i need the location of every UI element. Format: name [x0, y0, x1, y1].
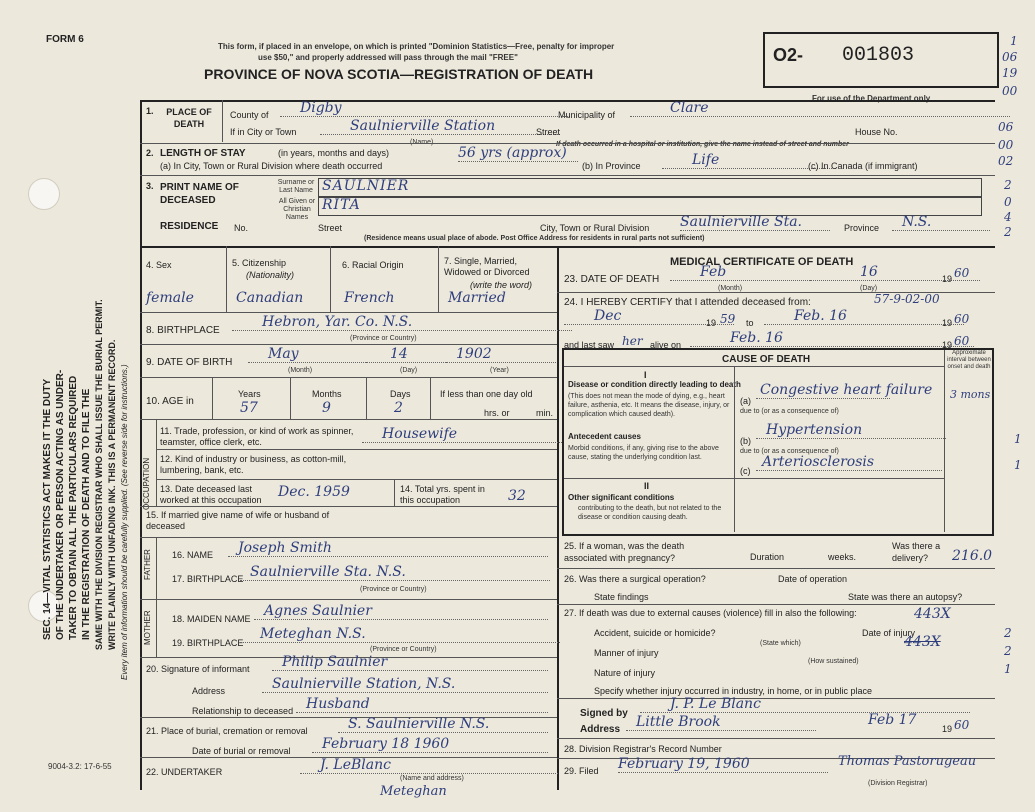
- death-year-value: 60: [954, 266, 970, 280]
- age-years-value: 57: [240, 400, 258, 416]
- marital-label: 7. Single, Married, Widowed or Divorced: [444, 256, 530, 277]
- row8-bottom-line: [140, 344, 557, 345]
- weeks-label: weeks.: [828, 552, 857, 562]
- q23-label: 23. DATE OF DEATH: [564, 274, 660, 285]
- residence-province-label: Province: [844, 223, 880, 233]
- q11-bottom-line: [156, 449, 557, 450]
- sidebar-line-4: IN THE REGISTRATION OF DEATH AND TO FILE THE: [81, 388, 92, 640]
- relationship-label: Relationship to deceased: [192, 706, 294, 716]
- name-label: PRINT NAME OF DECEASED: [160, 182, 239, 206]
- signed-date-value: Feb 17: [868, 712, 917, 728]
- antecedent-label: Antecedent causes: [568, 432, 641, 441]
- cause-mark-2: 1: [1014, 458, 1022, 472]
- undertaker-sub: (Name and address): [400, 775, 464, 782]
- attended-to-label: to: [746, 318, 754, 328]
- side-code-10: 2: [1004, 225, 1012, 239]
- q11-value: Housewife: [362, 426, 562, 443]
- row4-div3: [438, 246, 439, 312]
- age-months-label: Months: [312, 389, 342, 399]
- origin-value: French: [344, 290, 395, 306]
- last-saw-year-prefix: 19: [942, 340, 953, 350]
- form-number: FORM 6: [46, 34, 84, 45]
- municipality-value: Clare: [630, 100, 1010, 117]
- mother-side-divider: [156, 599, 157, 657]
- mail-notice-1: This form, if placed in an envelope, on which is printed "Dominion Statistics—Free, penalty for improper: [218, 42, 615, 51]
- dob-month-sub: (Month): [288, 367, 313, 374]
- certifier-address-label: Address: [580, 724, 621, 735]
- cause-a-interval: 3 mons: [950, 388, 991, 401]
- father-bottom-line: [140, 599, 557, 600]
- street-label: Street: [536, 127, 561, 137]
- q29-label: 29. Filed: [564, 766, 599, 776]
- occupation-side-label: OCCUPATION: [142, 457, 151, 510]
- citizenship-label: 5. Citizenship: [232, 258, 287, 268]
- cause-c-value: Arteriosclerosis: [756, 454, 942, 471]
- stay-a-label: (a) In City, Town or Rural Division where death occurred: [160, 161, 383, 171]
- stay-b-value: Life: [662, 152, 832, 169]
- informant-address-label: Address: [192, 686, 226, 696]
- residence-province-value: N.S.: [892, 214, 990, 231]
- registrar-signature: Thomas Pastorugeau: [838, 754, 977, 769]
- last-saw-label: and last saw: [564, 340, 615, 350]
- delivery-label: Was there a delivery?: [892, 541, 941, 563]
- father-side-label: FATHER: [143, 549, 152, 580]
- side-code-2: 19: [1002, 66, 1018, 80]
- q13-value: Dec. 1959: [278, 484, 350, 500]
- last-saw-pronoun: her: [622, 334, 643, 348]
- side-code-0: 1: [1010, 34, 1018, 48]
- q13-bottom-line: [140, 506, 557, 507]
- burial-date-value: February 18 1960: [312, 736, 548, 753]
- age-div2: [290, 377, 291, 419]
- surname-value: SAULNIER: [322, 178, 410, 194]
- q12-label: 12. Kind of industry or business, as cotton-mill, lumbering, bank, etc.: [160, 454, 347, 475]
- frame-left: [140, 100, 142, 790]
- last-saw-value: Feb. 16: [690, 330, 974, 347]
- interval-note: Approximate interval between onset and death: [947, 350, 991, 370]
- cause-b-marker: (b): [740, 436, 751, 446]
- row4-bottom-line: [140, 312, 557, 313]
- q16-value: Joseph Smith: [228, 540, 548, 557]
- undertaker-address: Meteghan: [380, 784, 447, 799]
- dob-year-value: 1902: [446, 346, 556, 363]
- antecedent-note: Morbid conditions, if any, giving rise to the above cause, stating the underlying condition last.: [568, 445, 719, 461]
- q27-label: 27. If death was due to external causes (violence) fill in also the following:: [564, 608, 857, 618]
- registrar-sub: (Division Registrar): [868, 780, 928, 787]
- side-code-6: 02: [998, 154, 1014, 168]
- medical-title: MEDICAL CERTIFICATE OF DEATH: [670, 256, 854, 268]
- q24-code: 57-9-02-00: [874, 292, 940, 306]
- q21-value: S. Saulnierville N.S.: [338, 716, 548, 733]
- q28-label: 28. Division Registrar's Record Number: [564, 744, 722, 754]
- other-note: contributing to the death, but not related to the disease or condition causing death.: [578, 505, 722, 521]
- burial-date-label: Date of burial or removal: [192, 746, 291, 756]
- form-footer-code: 9004-3.2: 17-6-55: [48, 762, 112, 771]
- marital-sub: (write the word): [470, 280, 533, 290]
- q25-label: 25. If a woman, was the death associated with pregnancy?: [564, 541, 685, 563]
- q15-label: 15. If married give name of wife or husband of deceased: [146, 510, 330, 531]
- filed-value: February 19, 1960: [618, 756, 828, 773]
- q20-label: 20. Signature of informant: [146, 664, 250, 674]
- q26-bottom-line: [557, 604, 995, 605]
- death-day-sub: (Day): [860, 285, 878, 292]
- house-label: House No.: [855, 127, 898, 137]
- dob-month-value: May: [248, 346, 378, 363]
- row10-bottom-line: [140, 419, 557, 420]
- citizenship-value: Canadian: [236, 290, 304, 306]
- death-month-value: Feb: [670, 264, 830, 281]
- age-years-label: Years: [238, 389, 261, 399]
- signed-year-prefix: 19: [942, 724, 953, 734]
- side-code-9: 4: [1004, 210, 1012, 224]
- city-value: Saulnierville Station: [320, 118, 560, 135]
- residence-no-label: No.: [234, 223, 249, 233]
- row4-div2: [330, 246, 331, 312]
- q27-code-b: 443X: [904, 634, 941, 650]
- given-box: [318, 197, 982, 216]
- alive-label: alive on: [650, 340, 682, 350]
- q17-value: Saulnierville Sta. N.S.: [240, 564, 550, 581]
- mother-side-label: MOTHER: [143, 610, 152, 645]
- roman-two: II: [644, 481, 650, 491]
- stay-note: (in years, months and days): [278, 148, 390, 158]
- dob-year-sub: (Year): [490, 367, 509, 374]
- q13-divider: [394, 479, 395, 506]
- marital-value: Married: [448, 290, 506, 306]
- signed-value: J. P. Le Blanc: [640, 696, 970, 713]
- q24-label: 24. I HEREBY CERTIFY that I attended deceased from:: [564, 297, 811, 308]
- residence-bottom-line: [140, 246, 995, 248]
- specify-label: Specify whether injury occurred in industry, in home, or in public place: [594, 686, 872, 696]
- cause-title-line: [564, 366, 944, 367]
- page-title: PROVINCE OF NOVA SCOTIA—REGISTRATION OF DEATH: [204, 66, 594, 82]
- citizenship-sub: (Nationality): [246, 270, 295, 280]
- nature-label: Nature of injury: [594, 668, 656, 678]
- stay-number: 2.: [146, 148, 154, 158]
- how-sub: (How sustained): [808, 658, 859, 665]
- county-value: Digby: [280, 100, 570, 117]
- margin-mark-2a: 2: [1004, 626, 1012, 640]
- q17-label: 17. BIRTHPLACE: [172, 574, 244, 584]
- signed-year-value: 60: [954, 718, 970, 732]
- residence-label: RESIDENCE: [160, 221, 219, 232]
- attended-from-year-prefix: 19: [706, 318, 717, 328]
- side-code-3: 00: [1002, 84, 1018, 98]
- name-number: 3.: [146, 181, 154, 191]
- sidebar-line-3: TAKER TO OBTAIN ALL THE PARTICULARS REQUIRED: [68, 375, 79, 640]
- duration-label: Duration: [750, 552, 785, 562]
- q20-value: Philip Saulnier: [272, 654, 548, 671]
- accident-label: Accident, suicide or homicide?: [594, 628, 716, 638]
- place-number: 1.: [146, 106, 154, 116]
- q27-code-a: 443X: [914, 606, 951, 622]
- attended-to-value: Feb. 16: [764, 308, 964, 325]
- institution-note: If death occurred in a hospital or institution, give the name instead of street and number: [556, 141, 849, 148]
- sidebar-line-2: OF THE UNDERTAKER OR PERSON ACTING AS UNDER-: [55, 369, 66, 640]
- age-div3: [366, 377, 367, 419]
- injury-date-label: Date of injury: [862, 628, 916, 638]
- delivery-code: 216.0: [952, 548, 993, 564]
- death-day-value: 16: [810, 264, 980, 281]
- punch-hole-top: [28, 178, 60, 210]
- birthplace-value: Hebron, Yar. Co. N.S.: [232, 314, 572, 331]
- registration-prefix: O2-: [773, 45, 804, 65]
- disease-label: Disease or condition directly leading to death: [568, 380, 741, 389]
- signed-label: Signed by: [580, 708, 628, 719]
- side-code-7: 2: [1004, 178, 1012, 192]
- attended-to-year: 60: [954, 312, 970, 326]
- age-days-label: Days: [390, 389, 411, 399]
- last-saw-year: 60: [954, 334, 970, 348]
- birthplace-label: 8. BIRTHPLACE: [146, 325, 220, 336]
- side-code-5: 00: [998, 138, 1014, 152]
- q14-label: 14. Total yrs. spent in this occupation: [400, 484, 485, 505]
- q14-value: 32: [508, 488, 526, 504]
- age-div1: [212, 377, 213, 419]
- q18-value: Agnes Saulnier: [254, 603, 548, 620]
- municipality-label: Municipality of: [558, 110, 616, 120]
- sidebar-line-6: WRITE PLAINLY WITH UNFADING INK. THIS IS A PERMANENT RECORD.: [107, 339, 117, 650]
- city-name-sub: (Name): [410, 139, 434, 146]
- operation-date-label: Date of operation: [778, 574, 848, 584]
- father-side-divider: [156, 537, 157, 599]
- birthplace-sub: (Province or Country): [350, 335, 417, 342]
- side-code-1: 06: [1002, 50, 1018, 64]
- cause-a-marker: (a): [740, 396, 751, 406]
- cause-label-divider: [734, 366, 735, 532]
- cause-a-due: due to (or as a consequence of): [740, 408, 839, 415]
- margin-mark-1: 1: [1004, 662, 1012, 676]
- residence-division-label: City, Town or Rural Division: [540, 223, 650, 233]
- given-label: All Given or Christian Names: [278, 198, 316, 221]
- origin-label: 6. Racial Origin: [342, 260, 404, 270]
- other-label: Other significant conditions: [568, 493, 675, 502]
- cause-b-due: due to (or as a consequence of): [740, 448, 839, 455]
- surname-label: Surname or Last Name: [277, 179, 315, 194]
- cause-a-value: Congestive heart failure: [756, 382, 890, 399]
- certifier-address-value: Little Brook: [626, 714, 816, 731]
- q13-label: 13. Date deceased last worked at this occupation: [160, 484, 262, 505]
- undertaker-signature: J. LeBlanc: [300, 757, 558, 774]
- q19-value: Meteghan N.S.: [240, 626, 560, 643]
- autopsy-label: State was there an autopsy?: [848, 592, 963, 602]
- registration-number: 001803: [842, 44, 915, 67]
- q11-label: 11. Trade, profession, or kind of work as spinner, teamster, office clerk, etc.: [160, 426, 354, 447]
- q18-label: 18. MAIDEN NAME: [172, 614, 251, 624]
- disease-note: (This does not mean the mode of dying, e.g., heart failure, asthenia, etc. It means the disease, injury, or complication which caused death).: [568, 393, 730, 418]
- sex-value: female: [146, 290, 194, 306]
- residence-street-label: Street: [318, 223, 343, 233]
- attended-from-value: Dec: [564, 308, 734, 325]
- age-months-value: 9: [322, 400, 331, 416]
- death-month-sub: (Month): [718, 285, 743, 292]
- roman-one: I: [644, 370, 647, 380]
- attended-to-year-prefix: 19: [942, 318, 953, 328]
- sidebar-line-7: Every item of information should be carefully supplied. (See reverse side for instructions.): [120, 364, 129, 680]
- findings-label: State findings: [594, 592, 649, 602]
- dob-label: 9. DATE OF BIRTH: [146, 357, 233, 368]
- interval-divider: [944, 350, 945, 532]
- attended-from-year: 59: [720, 312, 736, 326]
- informant-address-value: Saulnierville Station, N.S.: [262, 676, 548, 693]
- q21-label: 21. Place of burial, cremation or removal: [146, 726, 308, 736]
- county-label: County of: [230, 110, 269, 120]
- stay-b-label: (b) In Province: [582, 161, 641, 171]
- age-div4: [430, 377, 431, 419]
- q17-sub: (Province or Country): [360, 586, 427, 593]
- manner-label: Manner of injury: [594, 648, 659, 658]
- city-label: If in City or Town: [230, 127, 297, 137]
- q19-sub: (Province or Country): [370, 646, 437, 653]
- age-days-value: 2: [394, 400, 403, 416]
- occupation-side-divider: [156, 419, 157, 506]
- row9-bottom-line: [140, 377, 557, 378]
- cause-mark-1: 1: [1014, 432, 1022, 446]
- sex-label: 4. Sex: [146, 260, 172, 270]
- cause-c-marker: (c): [740, 466, 751, 476]
- place-bottom-line: [140, 143, 995, 144]
- dob-day-sub: (Day): [400, 367, 418, 374]
- min-label: min.: [536, 408, 554, 418]
- cause-b-value: Hypertension: [756, 422, 946, 439]
- side-code-8: 0: [1004, 195, 1012, 209]
- residence-note: (Residence means usual place of abode. Post Office Address for residents in rural parts not sufficient): [364, 235, 705, 242]
- sidebar-line-5: SAME WITH THE DIVISION REGISTRAR WHO SHALL ISSUE THE BURIAL PERMIT.: [94, 299, 104, 650]
- death-year-prefix: 19: [942, 274, 953, 284]
- stay-a-value: 56 yrs (approx): [458, 145, 578, 162]
- q16-label: 16. NAME: [172, 550, 214, 560]
- stay-bottom-line: [140, 175, 995, 176]
- mail-notice-2: use $50," and properly addressed will pass through the mail "FREE": [258, 53, 518, 62]
- sidebar-line-1: SEC. 14—VITAL STATISTICS ACT MAKES IT THE DUTY: [42, 378, 53, 640]
- infant-label: If less than one day old: [440, 389, 533, 399]
- side-code-4: 06: [998, 120, 1014, 134]
- age-label: 10. AGE in: [146, 396, 194, 407]
- signed-bottom-line: [557, 738, 995, 739]
- q15-bottom-line: [140, 537, 557, 538]
- q19-label: 19. BIRTHPLACE: [172, 638, 244, 648]
- hrs-label: hrs. or: [484, 408, 510, 418]
- q12-bottom-line: [156, 479, 557, 480]
- cause-roman2-line: [564, 478, 944, 479]
- place-label-divider: [222, 100, 223, 142]
- row4-div1: [226, 246, 227, 312]
- given-value: RITA: [322, 197, 361, 213]
- dob-day-value: 14: [366, 346, 460, 363]
- q26-label: 26. Was there a surgical operation?: [564, 574, 706, 584]
- q22-label: 22. UNDERTAKER: [146, 767, 223, 777]
- place-label: PLACE OF DEATH: [166, 107, 212, 129]
- cause-title: CAUSE OF DEATH: [722, 354, 811, 365]
- margin-mark-2b: 2: [1004, 644, 1012, 658]
- relationship-value: Husband: [296, 696, 548, 713]
- residence-division-value: Saulnierville Sta.: [680, 214, 830, 231]
- stay-label: LENGTH OF STAY: [160, 148, 246, 159]
- which-sub: (State which): [760, 640, 801, 647]
- department-use-note: For use of the Department only: [812, 94, 931, 103]
- surname-box: [318, 178, 982, 197]
- q25-bottom-line: [557, 568, 995, 569]
- stay-c-label: (c) In Canada (if immigrant): [808, 161, 918, 171]
